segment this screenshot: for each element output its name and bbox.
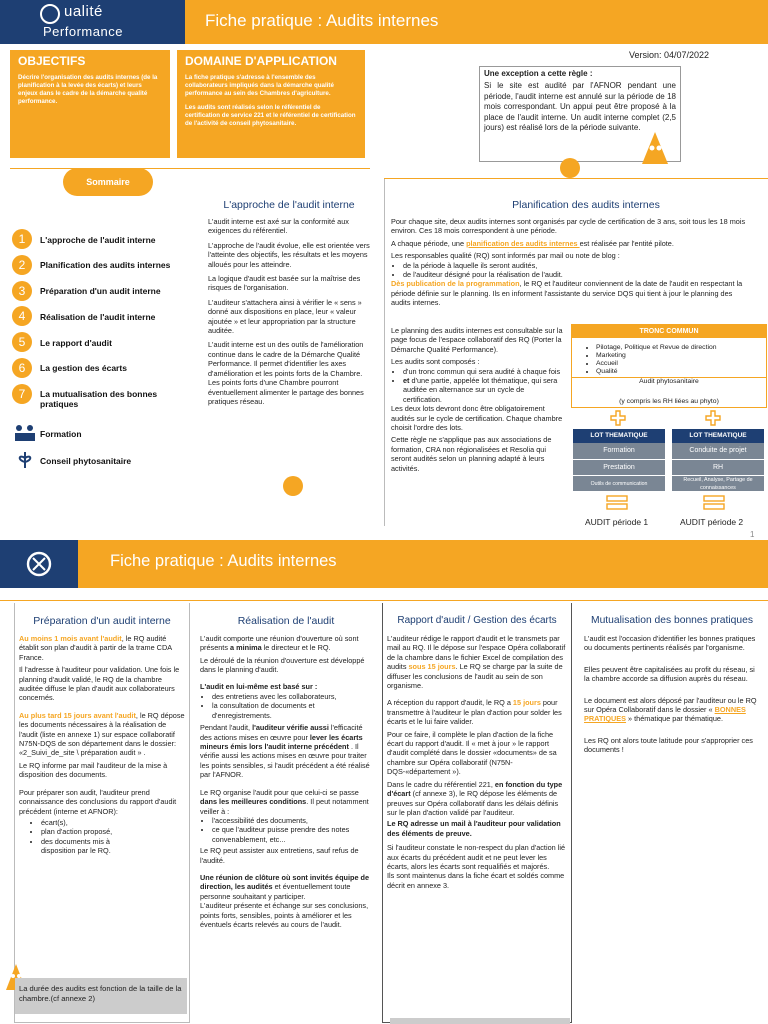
real-p5b: dans les meilleures conditions xyxy=(200,797,307,807)
sommaire-num: 1 xyxy=(12,229,32,249)
real-body xyxy=(200,634,374,934)
prep-p3b: , le RQ dépose les documents nécessaires à la réalisation de l'audit (liste en annexe 1) sur espace collaboratif N75N-DQS de son département dans le dossier: «2_Suivi_de_site \ préparation audit » . xyxy=(19,710,185,758)
mutual-p1: L'audit est l'occasion d'identifier les bonnes pratiques ou documents pertinents réalisés par l'organisme. xyxy=(584,634,756,653)
mutual-body xyxy=(584,634,760,760)
sommaire-num: 4 xyxy=(12,306,32,326)
real-p3: L'audit en lui-même est basé sur : xyxy=(200,681,318,691)
real-p2: Le déroulé de la réunion d'ouverture est développé dans le planning d'audit. xyxy=(200,655,365,675)
mutual-p3c: » thématique par thématique. xyxy=(626,714,723,724)
sommaire-item[interactable]: Le rapport d'audit xyxy=(40,338,112,348)
approche-p4: L'auditeur s'attachera ainsi à vérifier le « sens » donné aux dispositions en place, leur « valeur ajoutée » et leur appropriation par la structure auditée. xyxy=(208,297,362,336)
rapport-p4b: en fonction du type d'écart xyxy=(387,779,563,799)
real-p4d: lever les écarts mineurs émis lors l'audit interne précédent xyxy=(200,732,363,752)
plus-icon xyxy=(705,410,721,426)
tronc-title: TRONC COMMUN xyxy=(572,325,766,338)
planif-p3: Les responsables qualité (RQ) sont informés par mail ou note de blog : xyxy=(391,251,620,261)
planif-p7: Les deux lots devront donc être obligatoirement audités sur le cycle de certification. Chaque chambre choisit l'ordre des lots. xyxy=(391,404,563,433)
sommaire-num: 5 xyxy=(12,332,32,352)
planif-bullet: • de l'auditeur désigné pour la réalisation de l'audit. xyxy=(403,270,753,279)
planif-p4b: , le RQ et l'auditeur conviennent de la date de l'audit en respectant la période définie sur le planning. Ils en informent l'assistante du service DQS qui tient à jour le planning des audits internes. xyxy=(391,279,743,308)
lot1-item: Formation xyxy=(573,443,665,459)
real-p4a: Pendant l'audit, xyxy=(200,723,253,733)
planif-b4b: d'une partie, appelée lot thématique, qui sera auditée en alternance sur un cycle de certification. xyxy=(403,376,558,404)
objectifs-text: Décrire l'organisation des audits internes (de la planification à la levée des écarts) et leurs enjeux dans le cadre de la démarche qualité performance. xyxy=(18,74,158,105)
exception-text: Si le site est audité par l'AFNOR pendant une période, l'audit interne est annulé sur la période de 18 mois correspondant. Un appui peut être proposé à la place de l'audit interne. Un audit interne complet (2,5 jours) est réalisé lors de la période suivante. xyxy=(484,81,676,132)
approche-p2: L'approche de l'audit évolue, elle est orientée vers l'atteinte des objectifs, les résultats et les moyens alloués pour les atteindre. xyxy=(208,240,370,269)
divider xyxy=(384,178,768,179)
approche-p5: L'audit interne est un des outils de l'amélioration continue dans le cadre de la Démarche Qualité Performance. Il permet d'identifier les axes d'amélioration et les points forts de la Chambre. xyxy=(208,340,364,378)
phyto-sub: (y compris les RH liées au phyto) xyxy=(619,398,719,405)
approche-heading: L'approche de l'audit interne xyxy=(223,199,355,211)
planif-p1: Pour chaque site, deux audits internes sont organisés par cycle de certification de 3 ans, soit tous les 18 mois environ. Ces 18 mois correspondent à une période. xyxy=(391,217,746,236)
real-heading: Réalisation de l'audit xyxy=(237,615,335,627)
deco-dot xyxy=(283,476,303,496)
rapport-p4a: Dans le cadre du référentiel 221, xyxy=(387,779,495,789)
prep-bullet: • plan d'action proposé, xyxy=(41,827,131,836)
page-number: 1 xyxy=(750,530,755,539)
mutual-p2: Elles peuvent être capitalisées au profit du réseau, si la chambre accorde sa diffusion auprès du réseau. xyxy=(584,664,755,684)
rapport-p1a: L'auditeur rédige le rapport d'audit et le transmets par mail au RQ. Il le dépose sur l'espace Opéra collaboratif de la chambre dans le fichier Excel de compilation des audits xyxy=(387,634,566,672)
rapport-body xyxy=(387,634,570,895)
rapport-p2a: A réception du rapport d'audit, le RQ a xyxy=(387,698,513,708)
real-p1b: a minima xyxy=(230,643,262,653)
lot2-item: RH xyxy=(672,459,764,475)
tronc-item: • Qualité xyxy=(596,368,726,376)
prep-heading: Préparation d'un audit interne xyxy=(33,615,171,627)
lot2-title: LOT THEMATIQUE xyxy=(672,429,764,443)
deco-dot xyxy=(560,158,580,178)
planif-p8: Cette règle ne s'applique pas aux associations de formation, CRA non régionalisées et Resolia qui seront audités selon un planning adapté à leurs activités. xyxy=(391,435,552,473)
logo-line2: Performance xyxy=(43,24,123,39)
real-p4c: l'efficacité des actions mises en œuvre pour xyxy=(200,723,363,742)
lot1-item: Outils de communication xyxy=(573,475,665,491)
prep-note: La durée des audits est fonction de la taille de la chambre.(cf annexe 2) xyxy=(15,978,187,1014)
planif-body-top xyxy=(391,217,753,308)
real-p7a: Une réunion de clôture où sont invités équipe de direction, les audités xyxy=(200,872,370,892)
planif-link[interactable]: planification des audits internes xyxy=(466,238,580,248)
phyto-icon xyxy=(14,450,36,470)
real-p5c: . Il peut notamment veiller à : xyxy=(200,797,369,816)
mutual-heading: Mutualisation des bonnes pratiques xyxy=(591,615,753,626)
real-bullet: • l'accessibilité des documents, xyxy=(212,816,374,825)
real-p4e: . Il vérifie aussi les actions mises en œuvre pour traiter les points sensibles, si l'audit précédent a été réalisé par l'AFNOR. xyxy=(200,742,370,780)
planif-p2 xyxy=(391,239,753,248)
lot1-title: LOT THEMATIQUE xyxy=(573,429,665,443)
mutual-link[interactable]: BONNES PRATIQUES xyxy=(584,705,746,724)
real-p7b: et éventuellement toute personne souhaitant y participer. xyxy=(200,882,351,901)
real-p8: L'auditeur présente et échange sur ses conclusions, points forts, sensibles, points à améliorer et les éventuels écarts relevés au cours de l'audit. xyxy=(200,901,369,929)
sommaire-num: 3 xyxy=(12,281,32,301)
logo-q-icon xyxy=(40,4,60,24)
sommaire-list xyxy=(0,206,196,476)
objectifs-heading: OBJECTIFS xyxy=(18,54,86,68)
planif-bullet: • de la période à laquelle ils seront audités, xyxy=(403,261,753,270)
period1-label: AUDIT période 1 xyxy=(585,517,649,527)
equals-icon xyxy=(606,494,628,512)
real-bullet: • la consultation de documents et d'enregistrements. xyxy=(212,701,374,720)
sommaire-extra-formation[interactable]: Formation xyxy=(40,429,82,439)
divider xyxy=(384,178,385,526)
rapport-p3: Pour ce faire, il complète le plan d'action de la fiche écart du rapport d'audit. Il « met à jour » le rapport d'audit complété dans le dossier «documents» de sa chambre sur Opéra collaboratif (N75N-DQS-«département »). xyxy=(387,729,557,777)
approche-p6: Les points forts d'une Chambre pourront éventuellement alimenter le partage des bonnes pratiques réseau. xyxy=(208,378,364,406)
divider xyxy=(10,168,370,169)
domaine-text2: Les audits sont réalisés selon le référentiel de certification de service 221 et le référentiel de certification de l'activité de conseil phytosanitaire. xyxy=(185,104,356,127)
version: Version: 04/07/2022 xyxy=(629,50,710,60)
approche-p3: La logique d'audit est basée sur la maîtrise des risques de l'organisation. xyxy=(208,274,361,293)
real-p1c: le directeur et le RQ. xyxy=(261,643,331,653)
planif-p2b: est réalisée par l'entité pilote. xyxy=(579,238,674,248)
real-p5a: Le RQ organise l'audit pour que celui-ci se passe xyxy=(200,787,359,797)
sommaire-extra-phyto[interactable]: Conseil phytosanitaire xyxy=(40,456,132,466)
sommaire-num: 6 xyxy=(12,358,32,378)
mutual-p4: Les RQ ont alors toute latitude pour s'approprier ces documents ! xyxy=(584,735,753,755)
domaine-heading: DOMAINE D'APPLICATION xyxy=(185,54,337,68)
sommaire-item[interactable]: Réalisation de l'audit interne xyxy=(40,312,156,322)
period2-label: AUDIT période 2 xyxy=(680,517,744,527)
approche-body xyxy=(208,217,376,411)
lot2-item: Conduite de projet xyxy=(672,443,764,459)
prep-bullet: • des documents mis à disposition par le RQ. xyxy=(41,837,131,856)
real-bullet: • des entretiens avec les collaborateurs, xyxy=(212,692,374,701)
planif-heading: Planification des audits internes xyxy=(512,199,660,211)
sommaire-item[interactable]: L'approche de l'audit interne xyxy=(40,235,156,245)
page2-title: Fiche pratique : Audits internes xyxy=(110,552,337,570)
tronc-commun-box xyxy=(571,324,767,408)
prep-p4: Le RQ informe par mail l'auditeur de la mise à disposition des documents. xyxy=(19,760,168,780)
mascot-icon xyxy=(640,130,670,166)
rapport-heading: Rapport d'audit / Gestion des écarts xyxy=(397,615,557,626)
equals-icon xyxy=(703,494,725,512)
sommaire-num: 2 xyxy=(12,255,32,275)
real-p1a: L'audit comporte une réunion d'ouverture où sont présents xyxy=(200,634,359,653)
rapport-p1b: sous 15 jours xyxy=(408,662,456,672)
mutual-p3a: Le document est alors déposé par l'auditeur ou le RQ sur Opéra Collaboratif dans le dossier « xyxy=(584,695,757,715)
sommaire-badge: Sommaire xyxy=(63,168,153,196)
divider xyxy=(0,600,768,601)
sommaire-item[interactable]: Planification des audits internes xyxy=(40,260,171,270)
planif-body-left xyxy=(391,326,563,478)
prep-p1a: Au moins 1 mois avant l'audit xyxy=(19,634,122,643)
phyto-label: Audit phytosanitaire xyxy=(572,377,766,385)
footer-bar xyxy=(390,1018,570,1024)
prep-p2: Il l'adresse à l'auditeur pour validation. Une fois le planning d'audit validé, le RQ de la chambre auditée diffuse le plan d'audit aux collaborateurs concernés. xyxy=(19,665,180,703)
prep-p5: Pour préparer son audit, l'auditeur prend connaissance des conclusions du rapport d'audit précédent (interne et AFNOR): xyxy=(19,787,177,816)
rapport-p7: Ils sont maintenus dans la fiche écart et soldés comme décrit en annexe 3. xyxy=(387,871,565,890)
sommaire-item[interactable]: La gestion des écarts xyxy=(40,363,127,373)
rapport-p5: Le RQ adresse un mail à l'auditeur pour validation des éléments de preuve. xyxy=(387,819,561,838)
domaine-text1: La fiche pratique s'adresse à l'ensemble des collaborateurs impliqués dans la démarche qualité performance au sein des Chambres d'agriculture. xyxy=(185,74,334,97)
page2-logo xyxy=(0,540,78,588)
page1-title: Fiche pratique : Audits internes xyxy=(205,11,439,30)
exception-title: Une exception a cette règle : xyxy=(484,69,593,78)
tronc-item: • Accueil xyxy=(596,360,726,368)
logo xyxy=(0,0,185,44)
prep-p3a: Au plus tard 15 jours avant l'audit xyxy=(19,710,136,720)
rapport-p2b: 15 jours xyxy=(512,698,541,708)
formation-icon xyxy=(14,424,36,442)
lot2-item: Recueil, Analyse, Partage de connaissances xyxy=(672,475,764,491)
logo-line1: ualité xyxy=(64,3,103,20)
real-bullet: • ce que l'auditeur puisse prendre des notes convenablement, etc... xyxy=(212,825,374,844)
lot1-item: Prestation xyxy=(573,459,665,475)
prep-bullet: • écart(s), xyxy=(41,818,131,827)
prep-body xyxy=(19,634,187,860)
real-p6: Le RQ peut assister aux entretiens, sauf refus de l'audité. xyxy=(200,846,359,865)
planif-p4a: Dès publication de la programmation xyxy=(391,279,520,289)
planif-p6: Les audits sont composés : xyxy=(391,357,480,367)
planif-b4a: et xyxy=(403,376,410,386)
sommaire-item[interactable]: Préparation d'un audit interne xyxy=(40,286,161,296)
planif-bullet: • d'un tronc commun qui sera audité à chaque fois xyxy=(403,367,563,376)
tronc-item: • Marketing xyxy=(596,352,726,360)
rapport-p1c: . Le RQ se charge par la suite de diffuser les conclusions de l'audit au sein de son organisme. xyxy=(387,662,563,691)
prep-p1b: , le RQ audité établit son plan d'audit à partir de la trame CDA France. xyxy=(19,634,172,662)
planif-p5: Le planning des audits internes est consultable sur la page focus de l'espace collaboratif des RQ (Porter la Démarche Qualité Performance). xyxy=(391,326,563,354)
real-p4b: l'auditeur vérifie aussi xyxy=(252,723,329,733)
objectifs-box xyxy=(10,50,170,158)
sommaire-num: 7 xyxy=(12,384,32,404)
approche-p1: L'audit interne est axé sur la conformité aux exigences du référentiel. xyxy=(208,217,349,236)
tronc-item: • Pilotage, Politique et Revue de direction xyxy=(596,344,726,352)
rapport-p6: Si l'auditeur constate le non-respect du plan d'action lié aux écarts du précédent audit et ne peut lever les écarts, alors les écarts sont requalifiés et majorés. xyxy=(387,843,566,871)
logo-q-icon xyxy=(26,551,52,577)
domaine-box xyxy=(177,50,365,158)
planif-p2a: A chaque période, une xyxy=(391,238,467,248)
plus-icon xyxy=(610,410,626,426)
rapport-p4c: (cf annexe 3), le RQ dépose les éléments de preuves sur Opéra collaboratif dans les délais définis sur le plan d'action validé par l'auditeur. xyxy=(387,789,559,817)
rapport-p2c: pour transmettre à l'auditeur le plan d'action pour solder les écarts et le lui faire valider. xyxy=(387,698,562,727)
sommaire-item[interactable]: La mutualisation des bonnes pratiques xyxy=(40,389,158,409)
